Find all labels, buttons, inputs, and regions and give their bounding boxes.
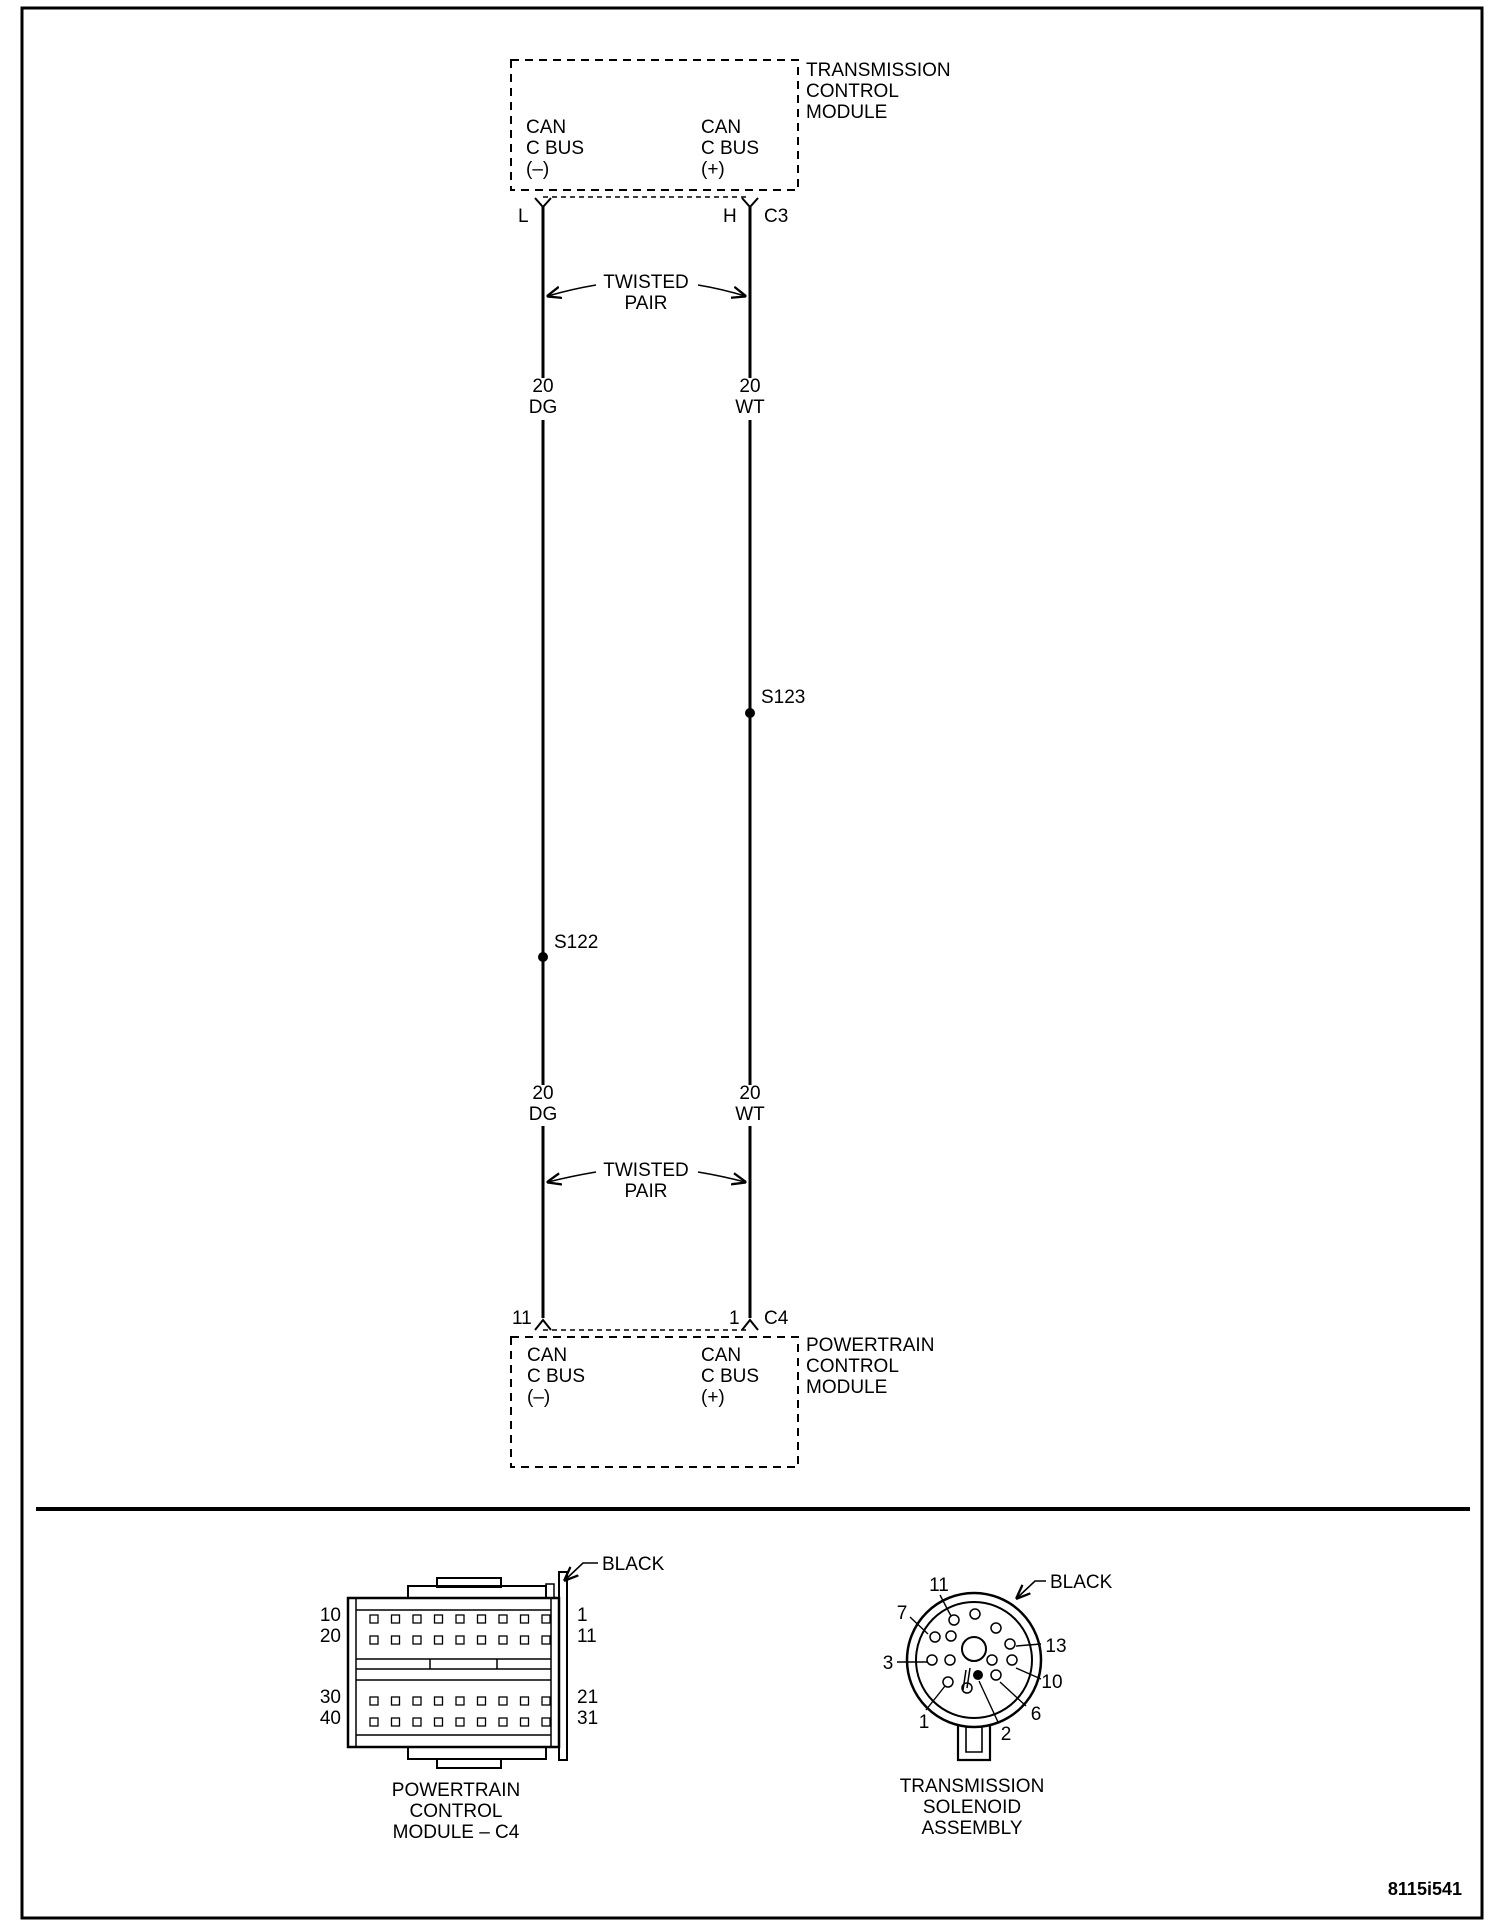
twisted-pair-annotation-upper xyxy=(548,272,745,314)
pcm-c4-cavity xyxy=(542,1615,550,1623)
pcm-c4-lock-tab-notch xyxy=(546,1584,554,1598)
solenoid-tail-outer xyxy=(958,1724,990,1760)
pcm-name-line1: POWERTRAIN xyxy=(806,1335,935,1356)
sol-pin-label-1: 1 xyxy=(918,1712,930,1733)
pcm-c4-cavity xyxy=(370,1615,378,1623)
pcm-c4-color-label: BLACK xyxy=(602,1554,665,1575)
splice-s123-label: S123 xyxy=(761,687,806,708)
sol-leader-1 xyxy=(926,1686,945,1710)
solenoid-pin-cavity xyxy=(946,1631,956,1641)
sol-pin-label-11: 11 xyxy=(929,1575,949,1596)
wire-wt-color-upper: WT xyxy=(735,397,765,418)
pcm-c4-cavity xyxy=(370,1718,378,1726)
pcm-c4-pin-label-10: 10 xyxy=(319,1605,341,1626)
tcm-right-label-line3: (+) xyxy=(701,159,725,180)
pcm-c4-cavity xyxy=(456,1718,464,1726)
pcm-c4-cavity xyxy=(499,1697,507,1705)
c4-pin-right-v xyxy=(742,1320,758,1330)
c3-pin-h-label: H xyxy=(723,206,737,227)
figure-id: 8115i541 xyxy=(1387,1879,1462,1899)
pcm-c4-pin-label-1: 1 xyxy=(577,1605,588,1626)
pcm-c4-pin-label-40: 40 xyxy=(319,1708,341,1729)
sol-pin-label-10: 10 xyxy=(1041,1672,1063,1693)
svg-text:C BUS xyxy=(701,1366,759,1387)
svg-text:(–) xyxy=(527,1387,550,1408)
tcm-right-label-line2: C BUS xyxy=(701,138,760,159)
pcm-c4-cavity xyxy=(392,1697,400,1705)
pcm-c4-cavity xyxy=(478,1697,486,1705)
svg-text:MODULE xyxy=(806,102,887,123)
solenoid-caption-line3: ASSEMBLY xyxy=(921,1818,1023,1839)
transmission-solenoid-connector-view xyxy=(883,1572,1113,1839)
pcm-c4-pin-label-21: 21 xyxy=(577,1687,599,1708)
pcm-left-label-line1: CAN xyxy=(527,1345,568,1366)
pcm-right-label-line1: CAN xyxy=(701,1345,742,1366)
pcm-c4-cavity xyxy=(478,1615,486,1623)
splice-s123-dot xyxy=(745,708,755,718)
solenoid-pin-2-filled xyxy=(973,1670,983,1680)
svg-text:C BUS xyxy=(526,138,584,159)
solenoid-pin-cavity xyxy=(970,1609,980,1619)
pcm-c4-cavity xyxy=(435,1718,443,1726)
svg-text:C BUS xyxy=(701,138,759,159)
pcm-c4-cavity xyxy=(435,1636,443,1644)
sol-pin-label-7: 7 xyxy=(896,1603,908,1624)
solenoid-pin-cavity xyxy=(1005,1639,1015,1649)
solenoid-pin-cavity xyxy=(927,1655,937,1665)
twisted-pair-upper-arrow-right xyxy=(698,285,745,296)
svg-text:MODULE xyxy=(806,1377,887,1398)
pcm-c4-caption-line3: MODULE – C4 xyxy=(392,1822,520,1843)
svg-text:CAN xyxy=(701,1345,741,1366)
solenoid-key xyxy=(963,1668,970,1690)
splice-s122-label: S122 xyxy=(554,932,599,953)
pcm-c4-cavity xyxy=(521,1697,529,1705)
solenoid-pin-cavity xyxy=(943,1677,953,1687)
twisted-pair-lower-line1: TWISTED xyxy=(603,1160,689,1181)
twisted-pair-upper-arrow-left xyxy=(548,285,596,296)
pcm-left-label-line2: C BUS xyxy=(527,1366,586,1387)
tcm-name-line2: CONTROL xyxy=(806,81,899,102)
c4-connector-label: C4 xyxy=(764,1308,789,1329)
svg-text:C BUS xyxy=(527,1366,585,1387)
solenoid-pin-cavity xyxy=(991,1670,1001,1680)
twisted-pair-lower-arrow-left xyxy=(548,1172,596,1182)
transmission-control-module xyxy=(511,60,951,227)
wire-dg-gauge-upper: 20 xyxy=(532,376,554,397)
c4-pin-1-label: 1 xyxy=(729,1308,740,1329)
wire-dg-gauge-lower: 20 xyxy=(532,1083,554,1104)
pcm-c4-pin-label-31: 31 xyxy=(577,1708,599,1729)
svg-text:CAN xyxy=(701,117,741,138)
pcm-c4-cavity xyxy=(456,1636,464,1644)
solenoid-caption-line1: TRANSMISSION xyxy=(899,1776,1045,1797)
pcm-c4-cavity xyxy=(542,1697,550,1705)
solenoid-pin-cavity xyxy=(949,1615,959,1625)
pcm-c4-body xyxy=(348,1598,559,1747)
pcm-c4-cavity xyxy=(521,1615,529,1623)
pcm-c4-cavity xyxy=(478,1718,486,1726)
tcm-right-label-line1: CAN xyxy=(701,117,742,138)
pcm-c4-cavities xyxy=(370,1615,550,1726)
sol-pin-label-2: 2 xyxy=(1000,1724,1012,1745)
solenoid-caption-line2: SOLENOID xyxy=(922,1797,1022,1818)
svg-text:TRANSMISSION xyxy=(806,60,951,81)
svg-text:CONTROL xyxy=(806,1356,899,1377)
pcm-name-line3: MODULE xyxy=(806,1377,888,1398)
pcm-c4-pin-label-11: 11 xyxy=(577,1626,597,1647)
page-frame xyxy=(22,8,1482,1918)
solenoid-pin-cavities xyxy=(927,1609,1017,1693)
solenoid-pin-cavity xyxy=(930,1632,940,1642)
pcm-c4-cavity xyxy=(435,1697,443,1705)
svg-text:CAN xyxy=(527,1345,567,1366)
pcm-c4-bottom-bump-outer xyxy=(408,1747,546,1759)
pcm-left-label-line3: (–) xyxy=(527,1387,551,1408)
svg-text:CONTROL xyxy=(806,81,899,102)
sol-pin-label-13: 13 xyxy=(1045,1636,1067,1657)
c3-pin-left-v xyxy=(535,198,551,207)
splice-s122-dot xyxy=(538,952,548,962)
twisted-pair-annotation-lower xyxy=(548,1160,745,1202)
solenoid-pin-cavity xyxy=(987,1655,997,1665)
pcm-c4-cavity xyxy=(499,1615,507,1623)
twisted-pair-lower-line2: PAIR xyxy=(624,1181,668,1202)
pcm-c4-cavity xyxy=(521,1636,529,1644)
pcm-c4-cavity xyxy=(413,1718,421,1726)
pcm-c4-pin-label-20: 20 xyxy=(319,1626,341,1647)
pcm-c4-cavity xyxy=(435,1615,443,1623)
pcm-c4-cavity xyxy=(499,1636,507,1644)
pcm-name-line2: CONTROL xyxy=(806,1356,899,1377)
pcm-c4-cavity xyxy=(456,1697,464,1705)
c3-connector-label: C3 xyxy=(764,206,789,227)
pcm-c4-cavity xyxy=(413,1697,421,1705)
pcm-c4-cavity xyxy=(392,1718,400,1726)
wire-dg-color-lower: DG xyxy=(528,1104,558,1125)
pcm-c4-cavity xyxy=(521,1718,529,1726)
solenoid-tail-inner xyxy=(966,1726,982,1752)
pcm-c4-cavity xyxy=(413,1636,421,1644)
pcm-c4-connector-view xyxy=(320,1554,665,1843)
wire-wt-gauge-lower: 20 xyxy=(739,1083,761,1104)
pcm-c4-cavity xyxy=(542,1718,550,1726)
svg-text:POWERTRAIN xyxy=(806,1335,934,1356)
sol-pin-label-6: 6 xyxy=(1030,1704,1042,1725)
twisted-pair-lower-arrow-right xyxy=(698,1172,745,1182)
pcm-c4-cavity xyxy=(456,1615,464,1623)
pcm-c4-cavity xyxy=(392,1636,400,1644)
tcm-left-label-line1: CAN xyxy=(526,117,567,138)
pcm-c4-cavity xyxy=(370,1697,378,1705)
sol-pin-label-3: 3 xyxy=(882,1653,894,1674)
c3-pin-right-v xyxy=(742,198,758,207)
pcm-c4-cavity xyxy=(392,1615,400,1623)
twisted-pair-upper-line2: PAIR xyxy=(624,293,668,314)
tcm-left-label-line3: (–) xyxy=(526,159,550,180)
tcm-left-label-line2: C BUS xyxy=(526,138,585,159)
pcm-c4-caption-line1: POWERTRAIN xyxy=(391,1780,521,1801)
pcm-c4-cavity xyxy=(478,1636,486,1644)
solenoid-black-leader xyxy=(1017,1581,1046,1598)
solenoid-center-ring xyxy=(962,1637,986,1661)
pcm-c4-cavity xyxy=(542,1636,550,1644)
sol-leader-13 xyxy=(1016,1644,1041,1646)
solenoid-pin-cavity xyxy=(945,1655,955,1665)
pcm-c4-pin-label-30: 30 xyxy=(319,1687,341,1708)
pcm-right-label-line3: (+) xyxy=(701,1387,725,1408)
c3-pin-l-label: L xyxy=(518,206,529,227)
svg-text:(+) xyxy=(701,159,725,180)
solenoid-pin-cavity xyxy=(991,1623,1001,1633)
wire-dg-color-upper: DG xyxy=(528,397,558,418)
tcm-name-line1: TRANSMISSION xyxy=(806,60,951,81)
svg-text:CAN xyxy=(526,117,566,138)
pcm-c4-black-leader xyxy=(565,1563,598,1580)
pcm-right-label-line2: C BUS xyxy=(701,1366,760,1387)
pcm-c4-cavity xyxy=(413,1615,421,1623)
pcm-c4-bottom-bump-inner xyxy=(437,1759,501,1768)
pcm-c4-caption-line2: CONTROL xyxy=(409,1801,503,1822)
tcm-name-line3: MODULE xyxy=(806,102,888,123)
c4-pin-11-label: 11 xyxy=(512,1308,532,1329)
pcm-c4-cavity xyxy=(370,1636,378,1644)
svg-text:(–) xyxy=(526,159,549,180)
wire-wt-color-lower: WT xyxy=(735,1104,765,1125)
wire-wt-gauge-upper: 20 xyxy=(739,376,761,397)
powertrain-control-module xyxy=(511,1308,934,1467)
solenoid-color-label: BLACK xyxy=(1050,1572,1113,1593)
svg-text:(+) xyxy=(701,1387,725,1408)
c4-pin-left-v xyxy=(535,1320,551,1330)
twisted-pair-upper-line1: TWISTED xyxy=(603,272,689,293)
solenoid-pin-cavity xyxy=(1007,1655,1017,1665)
pcm-c4-cavity xyxy=(499,1718,507,1726)
